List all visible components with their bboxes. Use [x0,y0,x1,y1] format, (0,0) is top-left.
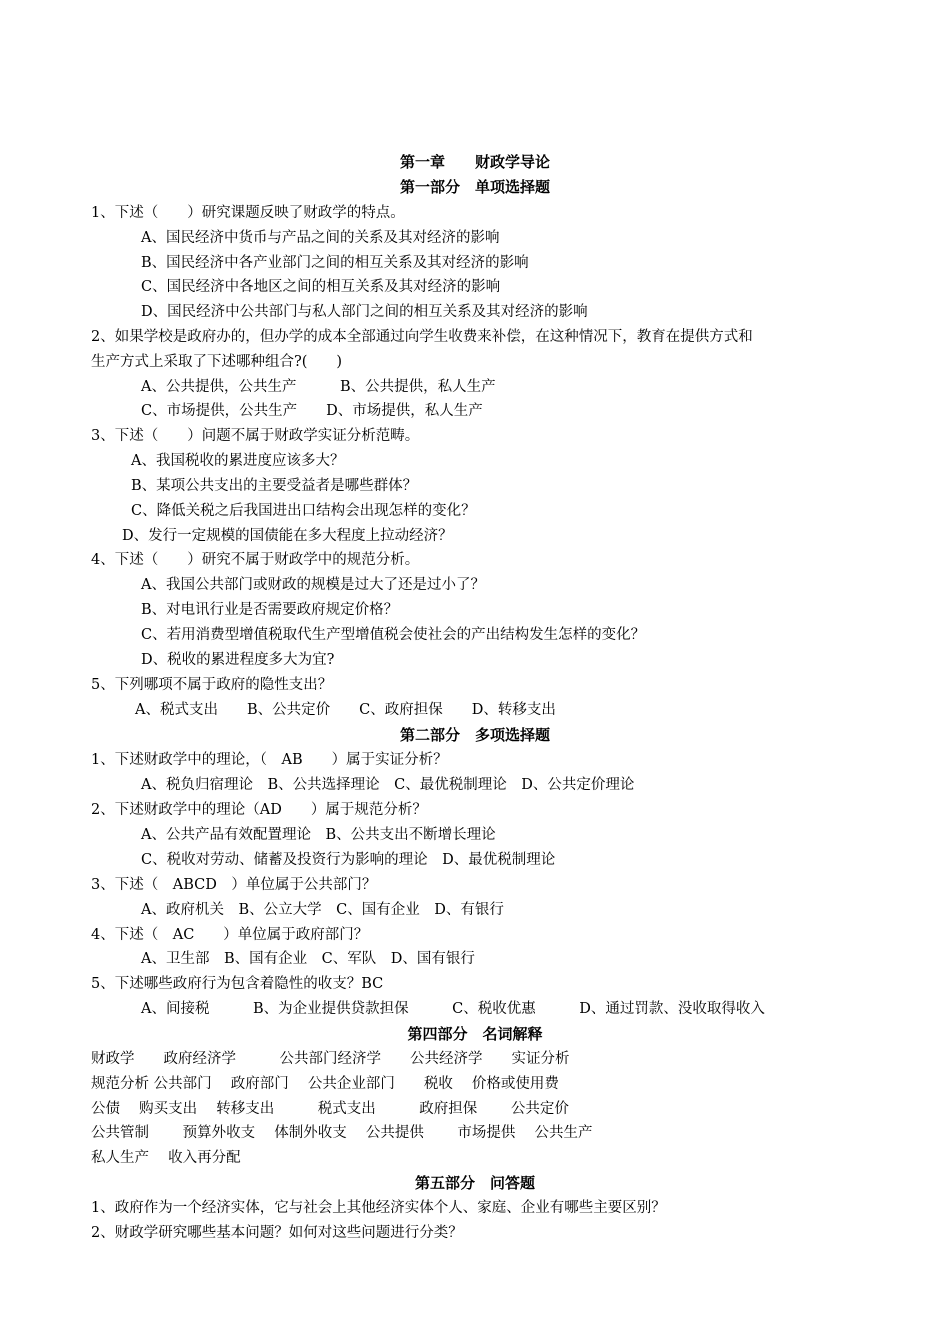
section-title-terms: 第四部分 名词解释 [407,1025,543,1043]
section-title-single-choice: 第一部分 单项选择题 [399,178,550,196]
option-line: A、税式支出 B、公共定价 C、政府担保 D、转移支出 [135,702,556,718]
section-title-questions: 第五部分 问答题 [414,1174,535,1192]
question-2: 2、下述财政学中的理论（AD ）属于规范分析？ [91,802,427,818]
option-line: B、某项公共支出的主要受益者是哪些群体？ [131,478,418,494]
question-5: 5、下列哪项不属于政府的隐性支出？ [91,677,333,693]
option-line: A、税负归宿理论 B、公共选择理论 C、最优税制理论 D、公共定价理论 [141,777,635,793]
option-line: A、卫生部 B、国有企业 C、军队 D、国有银行 [141,951,475,967]
option-line: A、间接税 B、为企业提供贷款担保 C、税收优惠 D、通过罚款、没收取得收入 [141,1001,765,1017]
option-line: A、我国公共部门或财政的规模是过大了还是过小了？ [141,577,485,593]
terms-line: 私人生产 收入再分配 [91,1150,241,1166]
question-3: 3、下述（ ）问题不属于财政学实证分析范畴。 [91,428,420,444]
option-line: D、税收的累进程度多大为宜? [141,652,335,668]
chapter-title: 第一章 财政学导论 [399,153,550,171]
question-1: 1、政府作为一个经济实体，它与社会上其他经济实体个人、家庭、企业有哪些主要区别？ [91,1200,666,1216]
option-line: B、国民经济中各产业部门之间的相互关系及其对经济的影响 [141,255,529,271]
option-line: A、公共产品有效配置理论 B、公共支出不断增长理论 [141,827,496,843]
question-1: 1、下述（ ）研究课题反映了财政学的特点。 [91,205,405,221]
option-line: C、若用消费型增值税取代生产型增值税会使社会的产出结构发生怎样的变化？ [141,627,646,643]
question-2: 2、财政学研究哪些基本问题？如何对这些问题进行分类？ [91,1225,463,1241]
option-line: C、国民经济中各地区之间的相互关系及其对经济的影响 [141,279,501,295]
terms-line: 财政学 政府经济学 公共部门经济学 公共经济学 实证分析 [91,1051,570,1067]
option-line: D、发行一定规模的国债能在多大程度上拉动经济？ [122,528,453,544]
question-4: 4、下述（ AC ）单位属于政府部门？ [91,927,369,943]
question-5: 5、下述哪些政府行为包含着隐性的收支？BC [91,976,384,992]
question-1: 1、下述财政学中的理论，（ AB ）属于实证分析？ [91,752,448,768]
question-3: 3、下述（ ABCD ）单位属于公共部门？ [91,877,377,893]
option-line: A、我国税收的累进度应该多大？ [131,453,345,469]
question-4: 4、下述（ ）研究不属于财政学中的规范分析。 [91,552,420,568]
option-line: C、降低关税之后我国进出口结构会出现怎样的变化？ [131,503,476,519]
section-title-multiple-choice: 第二部分 多项选择题 [399,726,550,744]
option-line: C、市场提供，公共生产 D、市场提供，私人生产 [141,403,483,419]
option-line: A、国民经济中货币与产品之间的关系及其对经济的影响 [141,230,500,246]
terms-line: 规范分析 公共部门 政府部门 公共企业部门 税收 价格或使用费 [91,1076,559,1092]
option-line: A、公共提供，公共生产 B、公共提供，私人生产 [141,379,496,395]
option-line: B、对电讯行业是否需要政府规定价格？ [141,602,399,618]
terms-line: 公债 购买支出 转移支出 税式支出 政府担保 公共定价 [91,1101,569,1117]
question-2-cont: 生产方式上采取了下述哪种组合?( ) [91,354,343,370]
question-2: 2、如果学校是政府办的，但办学的成本全部通过向学生收费来补偿，在这种情况下，教育在提供方式和 [91,329,753,345]
option-line: C、税收对劳动、储蓄及投资行为影响的理论 D、最优税制理论 [141,852,556,868]
terms-line: 公共管制 预算外收支 体制外收支 公共提供 市场提供 公共生产 [91,1125,593,1141]
option-line: A、政府机关 B、公立大学 C、国有企业 D、有银行 [141,902,504,918]
option-line: D、国民经济中公共部门与私人部门之间的相互关系及其对经济的影响 [141,304,588,320]
